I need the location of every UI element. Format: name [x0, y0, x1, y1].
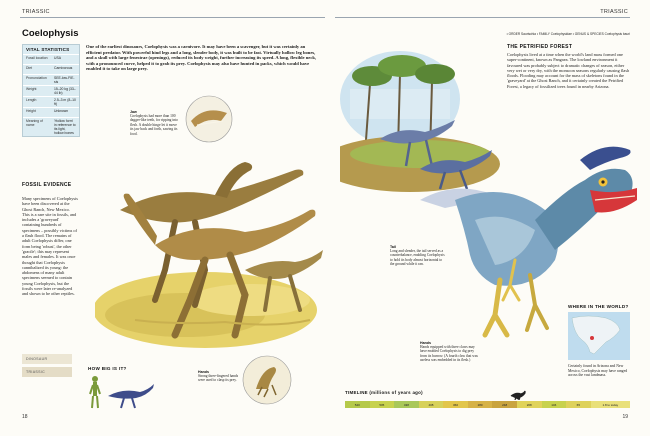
- side-tabs: [22, 354, 72, 377]
- vital-statistics-box: [22, 44, 80, 137]
- petrified-forest-heading: THE PETRIFIED FOREST: [507, 44, 573, 50]
- world-map: [568, 312, 630, 360]
- timeline-bar: [345, 401, 630, 408]
- coelophysis-pack-illustration: [95, 150, 325, 350]
- fossil-evidence-heading: FOSSIL EVIDENCE: [22, 182, 72, 188]
- header-rule-right: [335, 17, 630, 18]
- vital-row: Length 2.5–3 m (8–10 ft): [23, 96, 79, 107]
- vital-row: Height Unknown: [23, 107, 79, 117]
- era-tag-right: TRIASSIC: [600, 9, 628, 15]
- timeline-tick: 438: [394, 401, 419, 408]
- era-tag-left: TRIASSIC: [22, 9, 50, 15]
- vital-row: Meaning of name 'Hollow form' in reference to its light, hollow bones: [23, 117, 79, 136]
- jaw-caption: [130, 110, 180, 136]
- timeline-tick: 1.8 to today: [591, 401, 630, 408]
- hands-callout-circle: [242, 355, 292, 405]
- timeline-tick: 146: [542, 401, 567, 408]
- hands-right-caption-text: Hands equipped with three claws may have enabled Coelophysis to dig prey from its burrow. (A fourth claw that was useless was embedded in its flesh.): [420, 345, 478, 363]
- size-comparison-graphic: [88, 374, 158, 410]
- vital-row: Weight 15–20 kg (33–44 lb): [23, 85, 79, 96]
- intro-paragraph: One of the earliest dinosaurs, Coelophysis was a carnivore. It may have been a scavenger, but it was certainly an efficient predator. With powerful hind legs and a long, slender body, it was built to be fast. Virtually hollow leg bones, and a skull with large fenestrae (openings), reduced its body weight, further increasing its speed. A long, flexible neck, with a pronounced curve, helped it to grab its prey. Coelophysis may also have hunted in packs, which would have enabled it to take on large prey.: [86, 44, 317, 72]
- timeline-tick: 65: [566, 401, 591, 408]
- timeline-tick: 505: [370, 401, 395, 408]
- vital-row: Diet Carnivorous: [23, 64, 79, 74]
- timeline-heading: TIMELINE (millions of years ago): [345, 390, 423, 395]
- jaw-caption-title: Jaw: [130, 110, 137, 114]
- jaw-caption-text: Coelophysis had more than 100 dagger-like teeth, for ripping into flesh. A double hinge let it move its jaw back and forth, sawing its food.: [130, 114, 178, 136]
- vital-statistics-heading: VITAL STATISTICS: [26, 47, 70, 52]
- coelophysis-head-illustration: [415, 140, 640, 340]
- timeline-tick: 248: [492, 401, 517, 408]
- vital-row: Fossil location USA: [23, 54, 79, 64]
- side-tab-dinosaur: DINOSAUR: [22, 354, 72, 364]
- timeline-dinosaur-marker-icon: [510, 390, 526, 400]
- vital-row: Pronunciation SEE-low-FIE-sis: [23, 74, 79, 85]
- timeline-tick: 280: [468, 401, 493, 408]
- fossil-evidence-text: Many specimens of Coelophysis have been discovered at the Ghost Ranch, New Mexico. This is a rare site in fossils, and includes a 'graveyard' containing hundreds of specimens – possibly victims of a flash flood. The remains of adult Coelophysis differ, one form being 'robust', the other 'gracile'; this may represent males and females. It was once thought that Coelophysis cannibalized its young: the abdomens of many adult specimens seemed to contain young Coelophysis, but the fossils were later re-analyzed and shown to be other reptiles.: [22, 196, 78, 297]
- petrified-forest-text: Coelophysis lived at a time when the world's land mass formed one super-continent, known as Pangaea. The lowland environment it favoured was probably subject to dramatic changes of season, either very wet or very dry, with the monsoon seasons regularly causing flash floods. Flooding may account for the mass of skeletons found in the 'graveyard' at the Ghost Ranch, and it certainly created the Petrified Forest, a legacy of fossilized trees found in nearby Arizona.: [507, 52, 630, 89]
- hands-right-caption-title: Hands: [420, 341, 431, 345]
- timeline-tick: 408: [419, 401, 444, 408]
- side-tab-triassic: TRIASSIC: [22, 367, 72, 377]
- hands-caption: [198, 370, 242, 383]
- timeline-tick: 540: [345, 401, 370, 408]
- taxonomy-line: • ORDER Saurischia • FAMILY Coelophysidae • GENUS & SPECIES Coelophysis bauri: [506, 32, 630, 36]
- page-title: Coelophysis: [22, 28, 79, 39]
- header-rule-left: [20, 17, 325, 18]
- jaw-callout-circle: [185, 95, 233, 143]
- where-in-world-heading: WHERE IN THE WORLD?: [568, 304, 629, 309]
- hands-right-caption: [420, 341, 478, 363]
- page-number-left: 18: [22, 414, 28, 420]
- tail-caption-text: Long and slender, the tail served as a counterbalance, enabling Coelophysis to hold its body almost horizontal to the ground while it ran.: [390, 249, 445, 267]
- timeline-tick: 360: [443, 401, 468, 408]
- hands-caption-title: Hands: [198, 370, 209, 374]
- tail-caption: [390, 245, 445, 267]
- where-in-world-text: Certainly found in Arizona and New Mexico, Coelophysis may have ranged across the vast landmass.: [568, 364, 628, 378]
- timeline-tick: 208: [517, 401, 542, 408]
- page-number-right: 19: [622, 414, 628, 420]
- how-big-heading: HOW BIG IS IT?: [88, 366, 127, 371]
- tail-caption-title: Tail: [390, 245, 396, 249]
- hands-caption-text: Strong three-fingered hands were used to clasp its prey.: [198, 374, 239, 383]
